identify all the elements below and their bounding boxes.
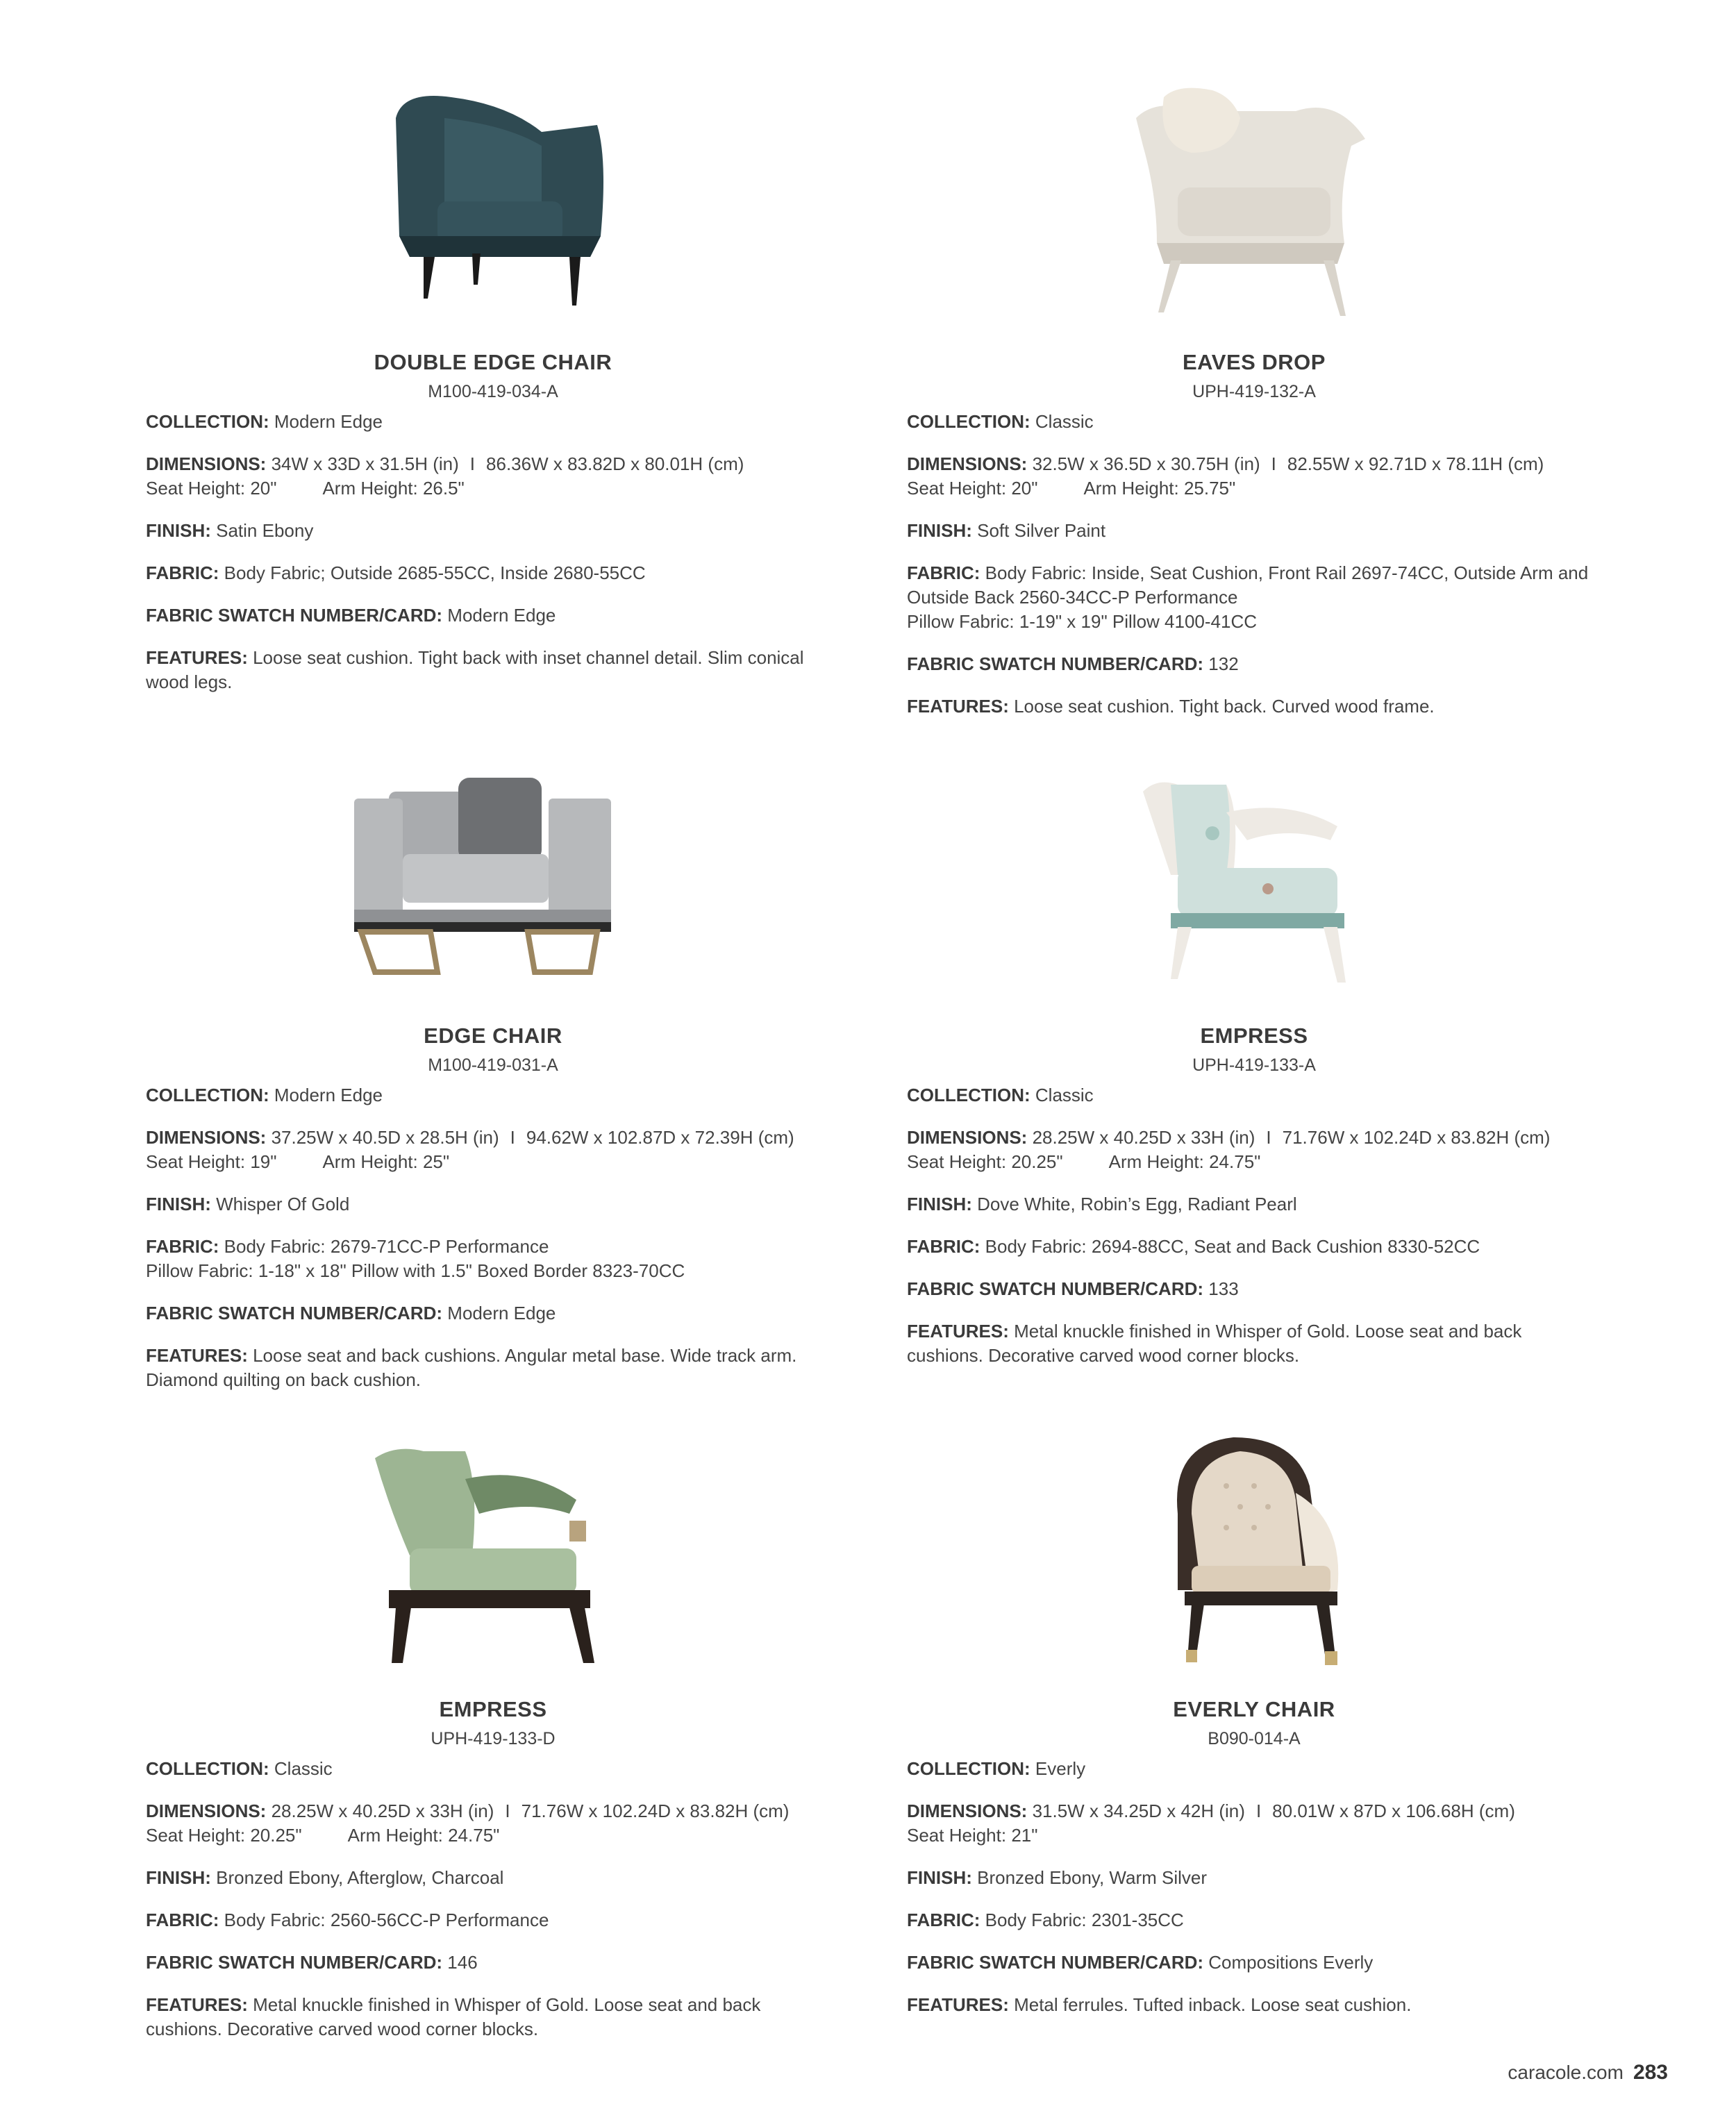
product-specs (146, 410, 840, 712)
separator: I (510, 1127, 515, 1148)
features-label: FEATURES: (907, 696, 1009, 717)
product-specs (146, 1083, 840, 1410)
arm-height: Arm Height: 25.75" (1083, 478, 1236, 499)
fabric-value: Body Fabric: 2679-71CC-P Performance (224, 1236, 549, 1257)
separator: I (1271, 453, 1276, 474)
product-sku: UPH-419-132-A (1192, 382, 1316, 401)
collection-value: Classic (1035, 1085, 1094, 1105)
fabric-extra: Pillow Fabric: 1-18" x 18" Pillow with 1.5" Boxed Border 8323-70CC (146, 1260, 685, 1281)
fabric-extra: Pillow Fabric: 1-19" x 19" Pillow 4100-41CC (907, 611, 1258, 632)
finish-label: FINISH: (146, 520, 211, 541)
product-card (146, 1423, 840, 2090)
tufted-slipper-chair-icon (1150, 1430, 1358, 1673)
seat-height: Seat Height: 21" (907, 1825, 1038, 1846)
dimensions-label: DIMENSIONS: (146, 1127, 267, 1148)
product-sku: M100-419-034-A (428, 382, 558, 401)
swatch-label: FABRIC SWATCH NUMBER/CARD: (907, 1952, 1204, 1973)
collection-label: COLLECTION: (146, 1758, 269, 1779)
product-name: EDGE CHAIR (424, 1024, 562, 1048)
features-value: Loose seat cushion. Tight back with inset channel detail. Slim conical wood legs. (146, 647, 804, 692)
fabric-value: Body Fabric: Inside, Seat Cushion, Front Rail 2697-74CC, Outside Arm and Outside Back 2560-34CC-P Performance (907, 562, 1589, 608)
separator: I (505, 1801, 510, 1821)
collection-value: Classic (1035, 411, 1094, 432)
product-sku: M100-419-031-A (428, 1055, 558, 1075)
product-specs (907, 1083, 1601, 1386)
fabric-value: Body Fabric; Outside 2685-55CC, Inside 2680-55CC (224, 562, 646, 583)
seat-height: Seat Height: 20" (146, 478, 277, 499)
finish-label: FINISH: (907, 1194, 972, 1214)
collection-label: COLLECTION: (907, 1085, 1030, 1105)
swatch-value: 146 (447, 1952, 478, 1973)
seat-height: Seat Height: 20.25" (907, 1151, 1063, 1172)
dimensions-label: DIMENSIONS: (907, 1801, 1028, 1821)
separator: I (1266, 1127, 1271, 1148)
dimensions-label: DIMENSIONS: (907, 453, 1028, 474)
finish-value: Bronzed Ebony, Warm Silver (977, 1867, 1208, 1888)
product-image (146, 750, 840, 1014)
fabric-label: FABRIC: (907, 562, 980, 583)
product-card (907, 76, 1601, 743)
swatch-value: Compositions Everly (1208, 1952, 1374, 1973)
finish-label: FINISH: (146, 1194, 211, 1214)
separator: I (469, 453, 476, 474)
finish-value: Bronzed Ebony, Afterglow, Charcoal (216, 1867, 504, 1888)
dimensions-cm: 71.76W x 102.24D x 83.82H (cm) (521, 1801, 790, 1821)
page-footer (1508, 2061, 1668, 2085)
seat-height: Seat Height: 19" (146, 1151, 277, 1172)
dimensions-label: DIMENSIONS: (146, 453, 267, 474)
fabric-label: FABRIC: (146, 1910, 219, 1930)
cream-armchair-icon (1115, 76, 1379, 319)
website-link[interactable]: caracole.com (1508, 2062, 1624, 2083)
swatch-label: FABRIC SWATCH NUMBER/CARD: (907, 1278, 1204, 1299)
product-name: EMPRESS (1200, 1024, 1308, 1048)
swatch-label: FABRIC SWATCH NUMBER/CARD: (146, 605, 443, 626)
product-image (146, 1423, 840, 1687)
features-value: Loose seat and back cushions. Angular metal base. Wide track arm. Diamond quilting on back cushion. (146, 1345, 797, 1390)
features-value: Metal knuckle finished in Whisper of Gold. Loose seat and back cushions. Decorative carved wood corner blocks. (907, 1321, 1522, 1366)
product-image (146, 76, 840, 340)
features-value: Loose seat cushion. Tight back. Curved wood frame. (1014, 696, 1435, 717)
teal-velvet-armchair-icon (368, 76, 618, 312)
product-sku: B090-014-A (1208, 1729, 1301, 1748)
product-image (907, 76, 1601, 340)
dimensions-in: 37.25W x 40.5D x 28.5H (in) (271, 1127, 499, 1148)
seat-height: Seat Height: 20.25" (146, 1825, 302, 1846)
swatch-value: Modern Edge (447, 1303, 556, 1323)
white-frame-chinoiserie-chair-icon (1129, 771, 1365, 986)
fabric-value: Body Fabric: 2301-35CC (985, 1910, 1184, 1930)
product-sku: UPH-419-133-A (1192, 1055, 1316, 1075)
arm-height: Arm Height: 24.75" (1108, 1151, 1261, 1172)
grey-track-arm-chair-icon (347, 771, 625, 979)
product-card (907, 750, 1601, 1417)
dimensions-cm: 82.55W x 92.71D x 78.11H (cm) (1287, 453, 1544, 474)
dimensions-label: DIMENSIONS: (907, 1127, 1028, 1148)
features-label: FEATURES: (907, 1994, 1009, 2015)
product-name: EAVES DROP (1183, 350, 1326, 374)
fabric-value: Body Fabric: 2694-88CC, Seat and Back Cushion 8330-52CC (985, 1236, 1480, 1257)
swatch-value: Modern Edge (447, 605, 556, 626)
collection-label: COLLECTION: (146, 1085, 269, 1105)
fabric-value: Body Fabric: 2560-56CC-P Performance (224, 1910, 549, 1930)
green-dark-frame-chair-icon (361, 1437, 611, 1666)
arm-height: Arm Height: 24.75" (347, 1825, 500, 1846)
product-image (907, 1423, 1601, 1687)
finish-value: Satin Ebony (216, 520, 314, 541)
features-label: FEATURES: (146, 1994, 248, 2015)
separator: I (1255, 1801, 1262, 1821)
dimensions-in: 28.25W x 40.25D x 33H (in) (1032, 1127, 1255, 1148)
product-card (146, 750, 840, 1417)
product-specs (907, 1757, 1601, 2035)
product-specs (146, 1757, 840, 2060)
dimensions-cm: 80.01W x 87D x 106.68H (cm) (1272, 1801, 1515, 1821)
features-value: Metal knuckle finished in Whisper of Gold. Loose seat and back cushions. Decorative carved wood corner blocks. (146, 1994, 761, 2039)
dimensions-cm: 94.62W x 102.87D x 72.39H (cm) (526, 1127, 794, 1148)
collection-label: COLLECTION: (146, 411, 269, 432)
collection-label: COLLECTION: (907, 1758, 1030, 1779)
finish-label: FINISH: (907, 1867, 972, 1888)
features-label: FEATURES: (146, 1345, 248, 1366)
collection-value: Modern Edge (274, 411, 383, 432)
features-label: FEATURES: (907, 1321, 1009, 1342)
product-image (907, 750, 1601, 1014)
fabric-label: FABRIC: (146, 1236, 219, 1257)
arm-height: Arm Height: 25" (322, 1151, 450, 1172)
collection-value: Modern Edge (274, 1085, 383, 1105)
product-sku: UPH-419-133-D (431, 1729, 556, 1748)
seat-height: Seat Height: 20" (907, 478, 1038, 499)
dimensions-label: DIMENSIONS: (146, 1801, 267, 1821)
collection-value: Everly (1035, 1758, 1086, 1779)
arm-height: Arm Height: 26.5" (322, 478, 465, 499)
finish-label: FINISH: (907, 520, 972, 541)
finish-label: FINISH: (146, 1867, 211, 1888)
swatch-label: FABRIC SWATCH NUMBER/CARD: (146, 1952, 443, 1973)
swatch-label: FABRIC SWATCH NUMBER/CARD: (907, 653, 1204, 674)
product-name: EMPRESS (439, 1697, 547, 1721)
collection-value: Classic (274, 1758, 333, 1779)
finish-value: Dove White, Robin’s Egg, Radiant Pearl (977, 1194, 1297, 1214)
dimensions-in: 31.5W x 34.25D x 42H (in) (1032, 1801, 1245, 1821)
product-card (146, 76, 840, 743)
swatch-value: 133 (1208, 1278, 1239, 1299)
fabric-label: FABRIC: (146, 562, 219, 583)
dimensions-cm: 71.76W x 102.24D x 83.82H (cm) (1282, 1127, 1551, 1148)
finish-value: Soft Silver Paint (977, 520, 1106, 541)
product-name: DOUBLE EDGE CHAIR (374, 350, 612, 374)
fabric-label: FABRIC: (907, 1236, 980, 1257)
page-number: 283 (1633, 2061, 1668, 2084)
swatch-value: 132 (1208, 653, 1239, 674)
finish-value: Whisper Of Gold (216, 1194, 350, 1214)
features-value: Metal ferrules. Tufted inback. Loose seat cushion. (1014, 1994, 1412, 2015)
swatch-label: FABRIC SWATCH NUMBER/CARD: (146, 1303, 443, 1323)
fabric-label: FABRIC: (907, 1910, 980, 1930)
product-card (907, 1423, 1601, 2090)
dimensions-in: 34W x 33D x 31.5H (in) (271, 453, 459, 474)
dimensions-cm: 86.36W x 83.82D x 80.01H (cm) (486, 453, 744, 474)
dimensions-in: 28.25W x 40.25D x 33H (in) (271, 1801, 494, 1821)
collection-label: COLLECTION: (907, 411, 1030, 432)
dimensions-in: 32.5W x 36.5D x 30.75H (in) (1032, 453, 1260, 474)
product-specs (907, 410, 1601, 737)
product-name: EVERLY CHAIR (1173, 1697, 1335, 1721)
features-label: FEATURES: (146, 647, 248, 668)
